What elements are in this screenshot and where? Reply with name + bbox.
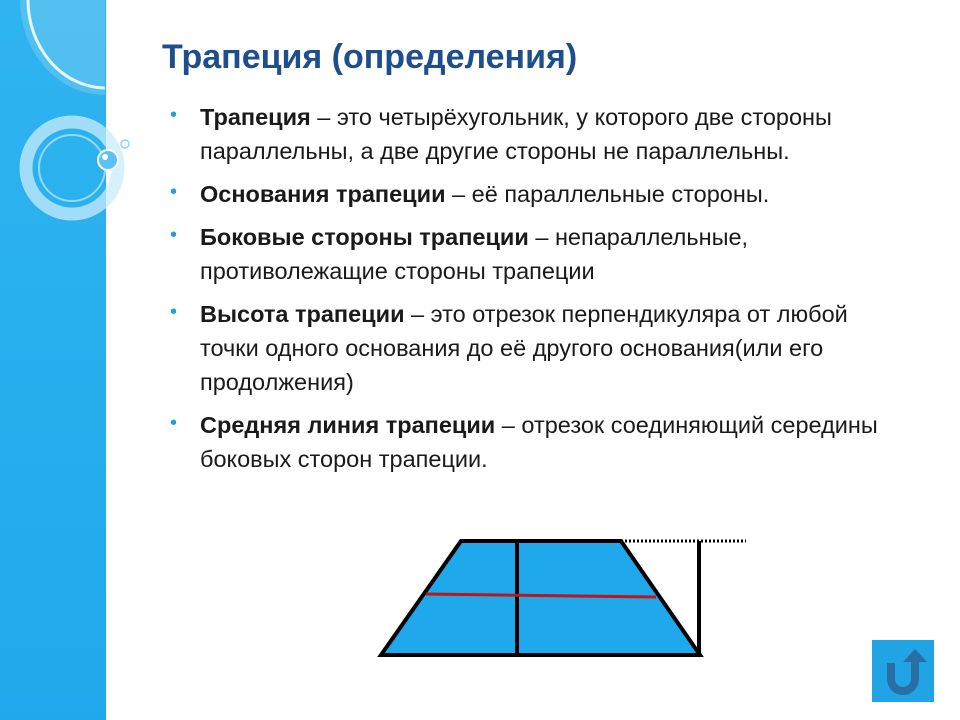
term-legs: Боковые стороны трапеции: [200, 224, 529, 250]
bullet-marker: •: [170, 412, 178, 434]
slide-title: Трапеция (определения): [162, 38, 578, 76]
bullet-marker: •: [170, 224, 178, 246]
bullet-trapezoid: [170, 100, 910, 168]
trapezoid-figure: [370, 532, 750, 662]
definition-bases: – её параллельные стороны.: [445, 181, 770, 207]
bullet-midline: [170, 408, 910, 476]
bullet-height: [170, 297, 910, 399]
bullet-marker: •: [170, 181, 178, 203]
bullet-bases: [170, 177, 910, 211]
bullet-legs: [170, 220, 910, 288]
return-button[interactable]: [872, 640, 934, 702]
definition-list: [170, 100, 910, 485]
definition-trapezoid: – это четырёхугольник, у которого две стороны параллельны, а две другие стороны не параллельны.: [200, 104, 832, 164]
u-turn-back-icon: [872, 640, 934, 702]
definition-midline: – отрезок соединяющий середины боковых сторон трапеции.: [200, 412, 878, 472]
definition-legs: – непараллельные, противолежащие стороны трапеции: [200, 224, 749, 284]
term-height: Высота трапеции: [200, 301, 405, 327]
definition-height: – это отрезок перпендикуляра от любой точки одного основания до её другого основания(или его продолжения): [200, 301, 848, 395]
term-bases: Основания трапеции: [200, 181, 446, 207]
bullet-marker: •: [170, 104, 178, 126]
term-trapezoid: Трапеция: [200, 104, 311, 130]
bullet-marker: •: [170, 301, 178, 323]
term-midline: Средняя линия трапеции: [200, 412, 496, 438]
